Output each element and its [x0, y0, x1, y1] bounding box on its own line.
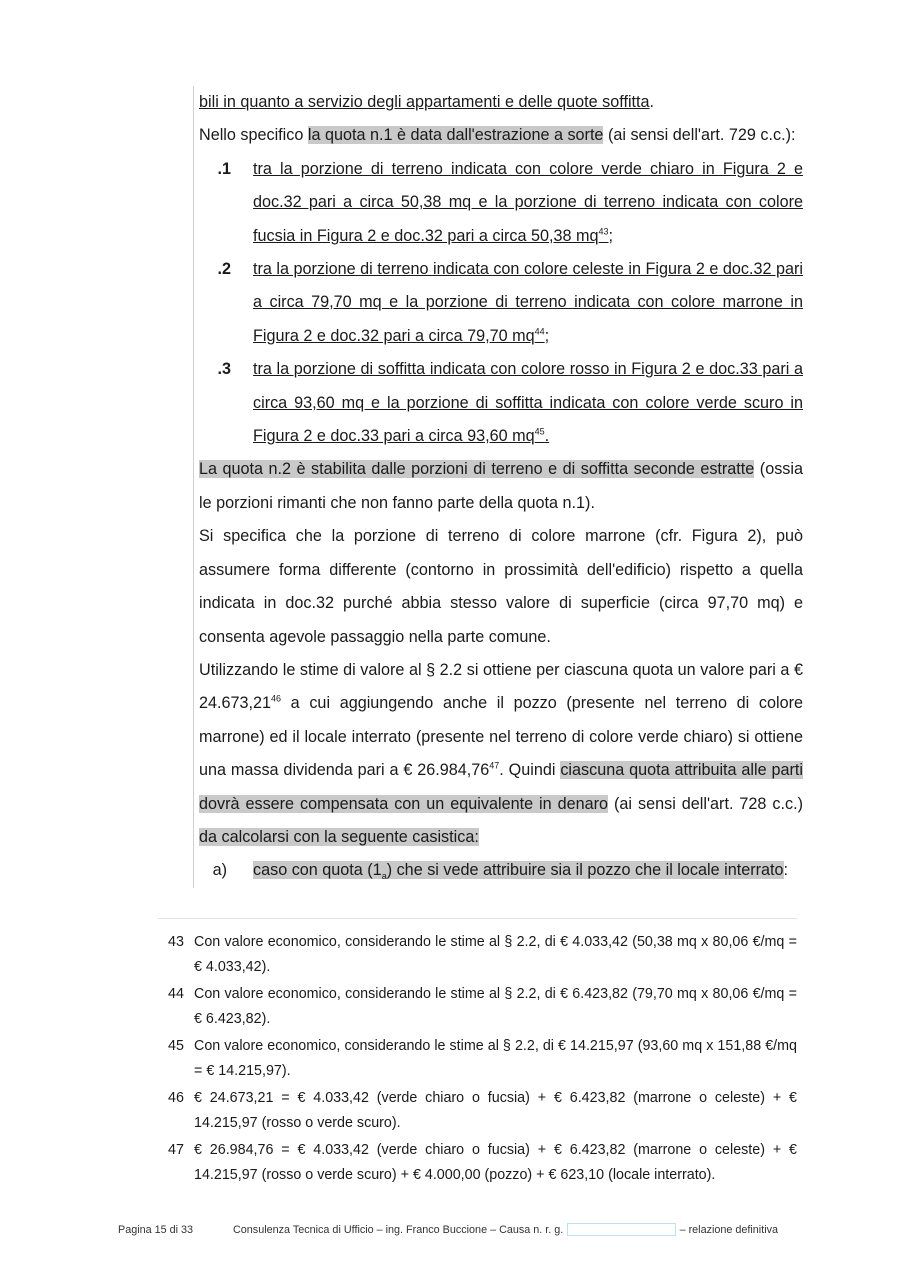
- item-end: ;: [608, 226, 614, 245]
- footnote-number: 44: [168, 986, 184, 1002]
- text-run: caso con quota (1: [253, 861, 382, 880]
- text-run: (ai sensi dell'art. 728 c.c.): [608, 794, 803, 813]
- list-item-number: .3: [217, 360, 231, 379]
- footnote-number: 43: [168, 934, 184, 950]
- footnote: [168, 1138, 797, 1187]
- footnote-text: Con valore economico, considerando le stime al § 2.2, di € 14.215,97 (93,60 mq x 151,88 €/mq = € 14.215,97).: [194, 1038, 797, 1079]
- continuation-end: .: [649, 93, 655, 111]
- footnote-ref: 44: [534, 326, 545, 337]
- sub-item-label: a): [212, 861, 227, 880]
- footnote-text: Con valore economico, considerando le stime al § 2.2, di € 6.423,82 (79,70 mq x 80,06 €/mq = € 6.423,82).: [194, 986, 797, 1027]
- continuation-text: bili in quanto a servizio degli appartamenti e delle quote soffitta: [199, 93, 650, 111]
- paragraph-stime: [199, 654, 803, 854]
- highlight-run: ciascuna quota attribuita alle parti dovrà essere compensata con un equivalente in denaro: [199, 761, 803, 813]
- list-item-text: [253, 253, 803, 353]
- text-run: . Quindi: [499, 761, 561, 780]
- item-end: .: [544, 427, 550, 446]
- footnote-number: 46: [168, 1090, 184, 1106]
- list-item: [199, 353, 803, 453]
- list-item: [199, 153, 803, 253]
- sub-list-item: [199, 854, 803, 887]
- paragraph-specifica: Si specifica che la porzione di terreno di colore marrone (cfr. Figura 2), può assumere forma differente (contorno in prossimità dell'edificio) rispetto a quella indicata in doc.32 purché abbia stesso valore di superficie (circa 97,70 mq) e consenta agevole passaggio nella parte comune.: [199, 527, 803, 646]
- list-item-text: [253, 353, 803, 453]
- item-text: tra la porzione di terreno indicata con colore verde chiaro in Figura 2 e doc.32 pari a circa 50,38 mq e la porzione di terreno indicata con colore fucsia in Figura 2 e doc.32 pari a circa 50,38 mq: [253, 159, 803, 245]
- footnote: [168, 930, 797, 979]
- footnote: [168, 1034, 797, 1083]
- highlight-run: da calcolarsi con la seguente casistica:: [199, 827, 479, 846]
- redacted-field: [567, 1223, 675, 1236]
- text-run: Utilizzando le stime di valore al § 2.2 si ottiene per ciascuna quota un valore pari a € 24.673,21: [199, 660, 803, 713]
- text-run: Nello specifico: [199, 126, 308, 145]
- list-item: [199, 253, 803, 353]
- list-item-number: .1: [217, 159, 231, 178]
- footnote-number: 45: [168, 1038, 184, 1054]
- footnote-ref: 43: [598, 226, 609, 237]
- paragraph-quota-1: [199, 119, 803, 152]
- paragraph-continuation: [199, 86, 803, 119]
- footnote: [168, 1086, 797, 1135]
- footnote-text: € 26.984,76 = € 4.033,42 (verde chiaro o fucsia) + € 6.423,82 (marrone o celeste) + € 14.215,97 (rosso o verde scuro) + € 4.000,00 (pozzo) + € 623,10 (locale interrato).: [194, 1142, 797, 1183]
- footnote-text: € 24.673,21 = € 4.033,42 (verde chiaro o fucsia) + € 6.423,82 (marrone o celeste) + € 14.215,97 (rosso o verde scuro).: [194, 1090, 797, 1131]
- highlight-run: la quota n.1 è data dall'estrazione a sorte: [307, 126, 604, 145]
- text-run: (ossia le porzioni rimanti che non fanno parte della quota n.1).: [199, 460, 803, 512]
- footnote-number: 47: [168, 1142, 184, 1158]
- page-number: Pagina 15 di 33: [118, 1223, 194, 1236]
- highlight-run: La quota n.2 è stabilita dalle porzioni di terreno e di soffitta seconde estratte: [199, 460, 755, 479]
- item-text: tra la porzione di soffitta indicata con colore rosso in Figura 2 e doc.33 pari a circa 93,60 mq e la porzione di soffitta indicata con colore verde scuro in Figura 2 e doc.33 pari a circa 93,60 mq: [253, 360, 803, 446]
- text-run: a cui aggiungendo anche il pozzo (presente nel terreno di colore marrone) ed il locale interrato (presente nel terreno di colore verde chiaro) si ottiene una massa dividenda pari a € 26.984,76: [199, 694, 803, 780]
- list-item-text: [253, 153, 803, 253]
- text-run: (ai sensi dell'art. 729 c.c.):: [603, 126, 796, 145]
- footnote-separator: [158, 918, 797, 919]
- item-text: tra la porzione di terreno indicata con colore celeste in Figura 2 e doc.32 pari a circa 79,70 mq e la porzione di terreno indicata con colore marrone in Figura 2 e doc.32 pari a circa 79,70 mq: [253, 260, 803, 345]
- footnotes: [168, 930, 797, 1190]
- footnote: [168, 982, 797, 1031]
- footnote-ref: 47: [489, 760, 500, 771]
- sub-item-text: [253, 854, 803, 887]
- footnote-ref: 45: [534, 426, 545, 437]
- footer-text-end: – relazione definitiva: [679, 1223, 778, 1236]
- subscript: a: [381, 871, 387, 882]
- footer-text: Consulenza Tecnica di Ufficio – ing. Franco Buccione – Causa n. r. g.: [233, 1223, 564, 1236]
- page-footer: [118, 1223, 778, 1236]
- text-run: :: [783, 861, 788, 880]
- paragraph-quota-2: [199, 453, 803, 520]
- footnote-ref: 46: [271, 693, 282, 704]
- item-end: ;: [544, 326, 550, 345]
- text-run: ) che si vede attribuire sia il pozzo che il locale interrato: [386, 861, 784, 880]
- list-item-number: .2: [217, 260, 231, 279]
- main-body-text: [193, 86, 803, 888]
- footnote-text: Con valore economico, considerando le stime al § 2.2, di € 4.033,42 (50,38 mq x 80,06 €/mq = € 4.033,42).: [194, 934, 797, 975]
